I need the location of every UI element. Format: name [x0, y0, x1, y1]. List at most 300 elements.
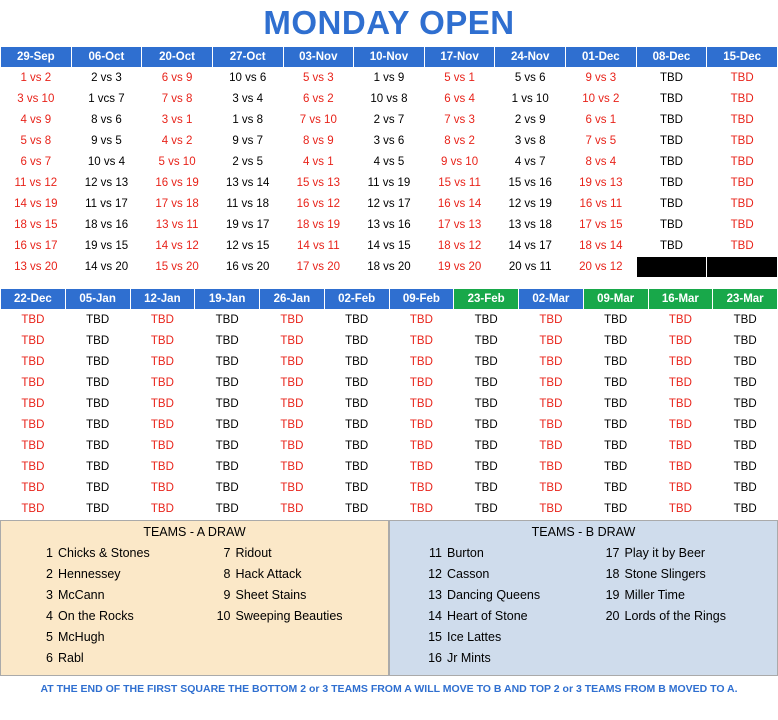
- matchup-cell: TBD: [519, 499, 584, 520]
- matchup-cell: TBD: [454, 373, 519, 394]
- matchup-cell: TBD: [65, 394, 130, 415]
- matchup-cell: 4 vs 9: [1, 110, 72, 131]
- matchup-cell: TBD: [195, 457, 260, 478]
- matchup-cell: TBD: [1, 457, 66, 478]
- matchup-cell: TBD: [1, 394, 66, 415]
- matchup-cell: 6 vs 4: [424, 89, 495, 110]
- matchup-cell: 14 vs 11: [283, 236, 354, 257]
- matchup-cell: TBD: [389, 436, 454, 457]
- matchup-cell: 1 vs 9: [354, 68, 425, 89]
- column-header-date: 26-Jan: [260, 289, 325, 310]
- team-number: 5: [46, 630, 53, 644]
- teams-b-column-1: [390, 543, 584, 669]
- team-number: 9: [223, 588, 231, 602]
- matchup-cell: TBD: [707, 110, 778, 131]
- matchup-cell: 17 vs 20: [283, 257, 354, 278]
- matchup-cell: TBD: [1, 352, 66, 373]
- matchup-cell: [707, 257, 778, 278]
- list-item: [424, 648, 584, 669]
- matchup-cell: TBD: [636, 215, 707, 236]
- matchup-cell: 20 vs 12: [566, 257, 637, 278]
- column-header-date: 09-Mar: [583, 289, 648, 310]
- table-row: [1, 373, 778, 394]
- column-header-date: 22-Dec: [1, 289, 66, 310]
- column-header-date: 24-Nov: [495, 47, 566, 68]
- team-name: On the Rocks: [58, 609, 134, 623]
- matchup-cell: 16 vs 19: [142, 173, 213, 194]
- matchup-cell: TBD: [636, 110, 707, 131]
- matchup-cell: TBD: [583, 352, 648, 373]
- matchup-cell: TBD: [583, 373, 648, 394]
- matchup-cell: TBD: [713, 352, 778, 373]
- list-item: [602, 543, 778, 564]
- list-item: [35, 543, 195, 564]
- matchup-cell: TBD: [1, 436, 66, 457]
- matchup-cell: TBD: [648, 499, 713, 520]
- team-number: 14: [428, 609, 442, 623]
- matchup-cell: TBD: [648, 352, 713, 373]
- footer-note-text: AT THE END OF THE FIRST SQUARE THE BOTTOM 2 or 3 TEAMS FROM A WILL MOVE TO B AND TOP 2 or 3 TEAMS FROM B MOVED TO A.: [40, 683, 738, 695]
- matchup-cell: TBD: [195, 310, 260, 331]
- list-item: [35, 627, 195, 648]
- column-header-date: 10-Nov: [354, 47, 425, 68]
- team-number: 8: [223, 567, 231, 581]
- team-number: 18: [605, 567, 620, 581]
- matchup-cell: TBD: [583, 499, 648, 520]
- team-number: 20: [605, 609, 620, 623]
- matchup-cell: TBD: [324, 310, 389, 331]
- table-row: [1, 152, 778, 173]
- schedule-top-body: [1, 68, 778, 278]
- matchup-cell: 3 vs 6: [354, 131, 425, 152]
- team-name: Ridout: [235, 546, 272, 560]
- matchup-cell: TBD: [648, 415, 713, 436]
- schedule-table-top: [0, 46, 778, 278]
- matchup-cell: TBD: [707, 194, 778, 215]
- team-name: Hennessey: [58, 567, 121, 581]
- column-header-date: 02-Feb: [324, 289, 389, 310]
- matchup-cell: TBD: [389, 457, 454, 478]
- matchup-cell: TBD: [454, 394, 519, 415]
- list-item: [424, 627, 584, 648]
- team-name: Burton: [447, 546, 484, 560]
- team-name: Sweeping Beauties: [235, 609, 343, 623]
- team-number: 13: [428, 588, 442, 602]
- matchup-cell: TBD: [713, 478, 778, 499]
- matchup-cell: TBD: [707, 236, 778, 257]
- matchup-cell: TBD: [130, 373, 195, 394]
- column-header-date: 08-Dec: [636, 47, 707, 68]
- team-number: 10: [216, 609, 231, 623]
- column-header-date: 17-Nov: [424, 47, 495, 68]
- table-row: [1, 394, 778, 415]
- column-header-date: 23-Mar: [713, 289, 778, 310]
- matchup-cell: 12 vs 13: [71, 173, 142, 194]
- matchup-cell: 13 vs 20: [1, 257, 72, 278]
- list-item: [602, 606, 778, 627]
- matchup-cell: TBD: [65, 499, 130, 520]
- matchup-cell: TBD: [195, 415, 260, 436]
- team-number: 16: [428, 651, 442, 665]
- column-header-date: 12-Jan: [130, 289, 195, 310]
- matchup-cell: TBD: [713, 457, 778, 478]
- matchup-cell: 13 vs 16: [354, 215, 425, 236]
- column-header-date: 05-Jan: [65, 289, 130, 310]
- matchup-cell: TBD: [707, 89, 778, 110]
- matchup-cell: 15 vs 11: [424, 173, 495, 194]
- matchup-cell: TBD: [583, 394, 648, 415]
- matchup-cell: TBD: [195, 331, 260, 352]
- matchup-cell: 3 vs 1: [142, 110, 213, 131]
- table-row: [1, 457, 778, 478]
- matchup-cell: TBD: [636, 173, 707, 194]
- matchup-cell: 10 vs 6: [212, 68, 283, 89]
- team-number: 11: [429, 546, 442, 560]
- matchup-cell: TBD: [713, 499, 778, 520]
- matchup-cell: TBD: [713, 373, 778, 394]
- matchup-cell: TBD: [324, 499, 389, 520]
- matchup-cell: TBD: [130, 415, 195, 436]
- matchup-cell: 1 vs 2: [1, 68, 72, 89]
- matchup-cell: 14 vs 17: [495, 236, 566, 257]
- matchup-cell: TBD: [130, 478, 195, 499]
- matchup-cell: TBD: [707, 173, 778, 194]
- matchup-cell: TBD: [65, 310, 130, 331]
- matchup-cell: TBD: [454, 310, 519, 331]
- matchup-cell: TBD: [130, 499, 195, 520]
- matchup-cell: 11 vs 19: [354, 173, 425, 194]
- teams-a-column-1: [1, 543, 195, 669]
- column-header-date: 23-Feb: [454, 289, 519, 310]
- matchup-cell: TBD: [454, 478, 519, 499]
- matchup-cell: 2 vs 5: [212, 152, 283, 173]
- matchup-cell: 8 vs 6: [71, 110, 142, 131]
- team-number: 1: [46, 546, 53, 560]
- list-item: [213, 606, 389, 627]
- matchup-cell: 17 vs 18: [142, 194, 213, 215]
- matchup-cell: TBD: [648, 436, 713, 457]
- matchup-cell: TBD: [519, 394, 584, 415]
- matchup-cell: TBD: [583, 478, 648, 499]
- matchup-cell: TBD: [519, 373, 584, 394]
- list-item: [35, 606, 195, 627]
- matchup-cell: TBD: [195, 499, 260, 520]
- teams-a-title: TEAMS - A DRAW: [143, 525, 246, 539]
- matchup-cell: TBD: [1, 478, 66, 499]
- matchup-cell: TBD: [65, 415, 130, 436]
- matchup-cell: 7 vs 10: [283, 110, 354, 131]
- matchup-cell: TBD: [389, 415, 454, 436]
- matchup-cell: TBD: [648, 394, 713, 415]
- matchup-cell: TBD: [324, 436, 389, 457]
- matchup-cell: TBD: [454, 457, 519, 478]
- matchup-cell: TBD: [260, 436, 325, 457]
- matchup-cell: TBD: [65, 352, 130, 373]
- matchup-cell: TBD: [1, 331, 66, 352]
- table-row: [1, 352, 778, 373]
- table-row: [1, 415, 778, 436]
- team-name: Chicks & Stones: [58, 546, 150, 560]
- matchup-cell: 1 vs 10: [495, 89, 566, 110]
- team-name: Heart of Stone: [447, 609, 528, 623]
- matchup-cell: 19 vs 20: [424, 257, 495, 278]
- matchup-cell: 13 vs 14: [212, 173, 283, 194]
- list-item: [424, 564, 584, 585]
- matchup-cell: TBD: [707, 68, 778, 89]
- matchup-cell: TBD: [583, 331, 648, 352]
- matchup-cell: 14 vs 12: [142, 236, 213, 257]
- team-name: Hack Attack: [235, 567, 302, 581]
- team-name: Stone Slingers: [624, 567, 706, 581]
- matchup-cell: 12 vs 17: [354, 194, 425, 215]
- matchup-cell: TBD: [583, 457, 648, 478]
- matchup-cell: 6 vs 9: [142, 68, 213, 89]
- matchup-cell: TBD: [324, 394, 389, 415]
- matchup-cell: TBD: [260, 352, 325, 373]
- matchup-cell: TBD: [260, 310, 325, 331]
- matchup-cell: TBD: [707, 215, 778, 236]
- matchup-cell: 1 vcs 7: [71, 89, 142, 110]
- matchup-cell: 18 vs 20: [354, 257, 425, 278]
- table-row: [1, 131, 778, 152]
- matchup-cell: TBD: [260, 415, 325, 436]
- matchup-cell: TBD: [65, 331, 130, 352]
- matchup-cell: 13 vs 18: [495, 215, 566, 236]
- matchup-cell: TBD: [130, 310, 195, 331]
- matchup-cell: 3 vs 10: [1, 89, 72, 110]
- schedule-bottom-header: [1, 289, 778, 310]
- matchup-cell: 6 vs 7: [1, 152, 72, 173]
- matchup-cell: TBD: [583, 436, 648, 457]
- matchup-cell: TBD: [519, 352, 584, 373]
- matchup-cell: 19 vs 17: [212, 215, 283, 236]
- matchup-cell: TBD: [389, 478, 454, 499]
- matchup-cell: TBD: [195, 478, 260, 499]
- matchup-cell: TBD: [65, 457, 130, 478]
- matchup-cell: 8 vs 2: [424, 131, 495, 152]
- matchup-cell: 9 vs 10: [424, 152, 495, 173]
- matchup-cell: 10 vs 4: [71, 152, 142, 173]
- matchup-cell: 2 vs 3: [71, 68, 142, 89]
- matchup-cell: 10 vs 8: [354, 89, 425, 110]
- team-number: 17: [605, 546, 620, 560]
- team-number: 7: [223, 546, 231, 560]
- team-name: Dancing Queens: [447, 588, 541, 602]
- column-header-date: 09-Feb: [389, 289, 454, 310]
- table-row: [1, 257, 778, 278]
- matchup-cell: TBD: [583, 310, 648, 331]
- team-name: Play it by Beer: [624, 546, 706, 560]
- teams-a-panel: [0, 520, 389, 676]
- matchup-cell: 4 vs 5: [354, 152, 425, 173]
- team-name: Rabl: [58, 651, 84, 665]
- matchup-cell: TBD: [195, 436, 260, 457]
- matchup-cell: 14 vs 15: [354, 236, 425, 257]
- matchup-cell: TBD: [389, 310, 454, 331]
- team-number: 3: [46, 588, 53, 602]
- column-header-date: 01-Dec: [566, 47, 637, 68]
- matchup-cell: TBD: [260, 478, 325, 499]
- list-item: [213, 585, 389, 606]
- matchup-cell: TBD: [636, 131, 707, 152]
- matchup-cell: 3 vs 8: [495, 131, 566, 152]
- matchup-cell: TBD: [648, 457, 713, 478]
- matchup-cell: 2 vs 7: [354, 110, 425, 131]
- column-header-date: 16-Mar: [648, 289, 713, 310]
- teams-a-column-2: [195, 543, 389, 669]
- matchup-cell: TBD: [389, 499, 454, 520]
- matchup-cell: TBD: [324, 373, 389, 394]
- matchup-cell: 5 vs 8: [1, 131, 72, 152]
- column-header-date: 19-Jan: [195, 289, 260, 310]
- schedule-bottom-body: [1, 310, 778, 520]
- matchup-cell: TBD: [648, 310, 713, 331]
- matchup-cell: TBD: [519, 310, 584, 331]
- matchup-cell: 16 vs 12: [283, 194, 354, 215]
- team-number: 4: [46, 609, 53, 623]
- matchup-cell: 11 vs 18: [212, 194, 283, 215]
- team-name: Ice Lattes: [447, 630, 502, 644]
- matchup-cell: 4 vs 1: [283, 152, 354, 173]
- team-number: 12: [428, 567, 442, 581]
- matchup-cell: 6 vs 1: [566, 110, 637, 131]
- column-header-date: 20-Oct: [142, 47, 213, 68]
- table-header-row: [1, 47, 778, 68]
- matchup-cell: TBD: [130, 436, 195, 457]
- matchup-cell: TBD: [65, 436, 130, 457]
- teams-b-title: TEAMS - B DRAW: [531, 525, 636, 539]
- list-item: [35, 585, 195, 606]
- team-number: 6: [46, 651, 53, 665]
- matchup-cell: TBD: [130, 331, 195, 352]
- teams-a-columns: [1, 543, 388, 669]
- list-item: [35, 648, 195, 669]
- team-name: Lords of the Rings: [624, 609, 726, 623]
- table-row: [1, 173, 778, 194]
- matchup-cell: 17 vs 13: [424, 215, 495, 236]
- matchup-cell: 8 vs 9: [283, 131, 354, 152]
- matchup-cell: TBD: [707, 152, 778, 173]
- matchup-cell: 4 vs 2: [142, 131, 213, 152]
- matchup-cell: 18 vs 12: [424, 236, 495, 257]
- matchup-cell: TBD: [260, 373, 325, 394]
- matchup-cell: 18 vs 16: [71, 215, 142, 236]
- list-item: [213, 543, 389, 564]
- team-name: Jr Mints: [447, 651, 491, 665]
- matchup-cell: 16 vs 17: [1, 236, 72, 257]
- matchup-cell: TBD: [260, 394, 325, 415]
- teams-section: [0, 520, 778, 676]
- matchup-cell: TBD: [519, 457, 584, 478]
- matchup-cell: 9 vs 3: [566, 68, 637, 89]
- team-name: Miller Time: [624, 588, 685, 602]
- matchup-cell: 14 vs 20: [71, 257, 142, 278]
- matchup-cell: TBD: [130, 457, 195, 478]
- list-item: [424, 606, 584, 627]
- matchup-cell: 7 vs 5: [566, 131, 637, 152]
- matchup-cell: 16 vs 11: [566, 194, 637, 215]
- matchup-cell: 5 vs 3: [283, 68, 354, 89]
- list-item: [602, 585, 778, 606]
- table-row: [1, 194, 778, 215]
- matchup-cell: TBD: [454, 352, 519, 373]
- footer-note: [0, 676, 778, 702]
- matchup-cell: 12 vs 15: [212, 236, 283, 257]
- matchup-cell: 16 vs 14: [424, 194, 495, 215]
- matchup-cell: 14 vs 19: [1, 194, 72, 215]
- matchup-cell: TBD: [389, 394, 454, 415]
- matchup-cell: 18 vs 19: [283, 215, 354, 236]
- matchup-cell: TBD: [1, 415, 66, 436]
- column-header-date: 03-Nov: [283, 47, 354, 68]
- team-name: Casson: [447, 567, 490, 581]
- teams-b-panel: [389, 520, 778, 676]
- teams-b-column-2: [584, 543, 778, 669]
- matchup-cell: TBD: [324, 415, 389, 436]
- matchup-cell: TBD: [324, 457, 389, 478]
- matchup-cell: TBD: [713, 436, 778, 457]
- matchup-cell: TBD: [519, 478, 584, 499]
- matchup-cell: TBD: [519, 415, 584, 436]
- list-item: [213, 564, 389, 585]
- matchup-cell: TBD: [636, 89, 707, 110]
- table-row: [1, 89, 778, 110]
- matchup-cell: TBD: [636, 236, 707, 257]
- column-header-date: 02-Mar: [519, 289, 584, 310]
- matchup-cell: 6 vs 2: [283, 89, 354, 110]
- matchup-cell: TBD: [519, 331, 584, 352]
- matchup-cell: 20 vs 11: [495, 257, 566, 278]
- list-item: [424, 585, 584, 606]
- matchup-cell: TBD: [324, 352, 389, 373]
- matchup-cell: 13 vs 11: [142, 215, 213, 236]
- matchup-cell: 19 vs 13: [566, 173, 637, 194]
- matchup-cell: TBD: [195, 373, 260, 394]
- matchup-cell: 2 vs 9: [495, 110, 566, 131]
- table-row: [1, 331, 778, 352]
- matchup-cell: TBD: [713, 310, 778, 331]
- matchup-cell: 7 vs 8: [142, 89, 213, 110]
- matchup-cell: TBD: [583, 415, 648, 436]
- matchup-cell: TBD: [454, 499, 519, 520]
- matchup-cell: 16 vs 20: [212, 257, 283, 278]
- list-item: [35, 564, 195, 585]
- matchup-cell: TBD: [260, 457, 325, 478]
- matchup-cell: TBD: [324, 478, 389, 499]
- table-row: [1, 68, 778, 89]
- matchup-cell: 10 vs 2: [566, 89, 637, 110]
- matchup-cell: TBD: [454, 436, 519, 457]
- matchup-cell: TBD: [454, 331, 519, 352]
- matchup-cell: TBD: [713, 331, 778, 352]
- column-header-date: 29-Sep: [1, 47, 72, 68]
- matchup-cell: TBD: [260, 499, 325, 520]
- table-divider: [0, 278, 778, 288]
- matchup-cell: 18 vs 15: [1, 215, 72, 236]
- matchup-cell: 1 vs 8: [212, 110, 283, 131]
- matchup-cell: TBD: [713, 415, 778, 436]
- table-header-row: [1, 289, 778, 310]
- matchup-cell: TBD: [130, 394, 195, 415]
- matchup-cell: 18 vs 14: [566, 236, 637, 257]
- matchup-cell: 5 vs 10: [142, 152, 213, 173]
- column-header-date: 15-Dec: [707, 47, 778, 68]
- matchup-cell: TBD: [389, 373, 454, 394]
- title-bar: [0, 0, 778, 46]
- matchup-cell: TBD: [130, 352, 195, 373]
- team-number: 15: [428, 630, 442, 644]
- list-item: [602, 564, 778, 585]
